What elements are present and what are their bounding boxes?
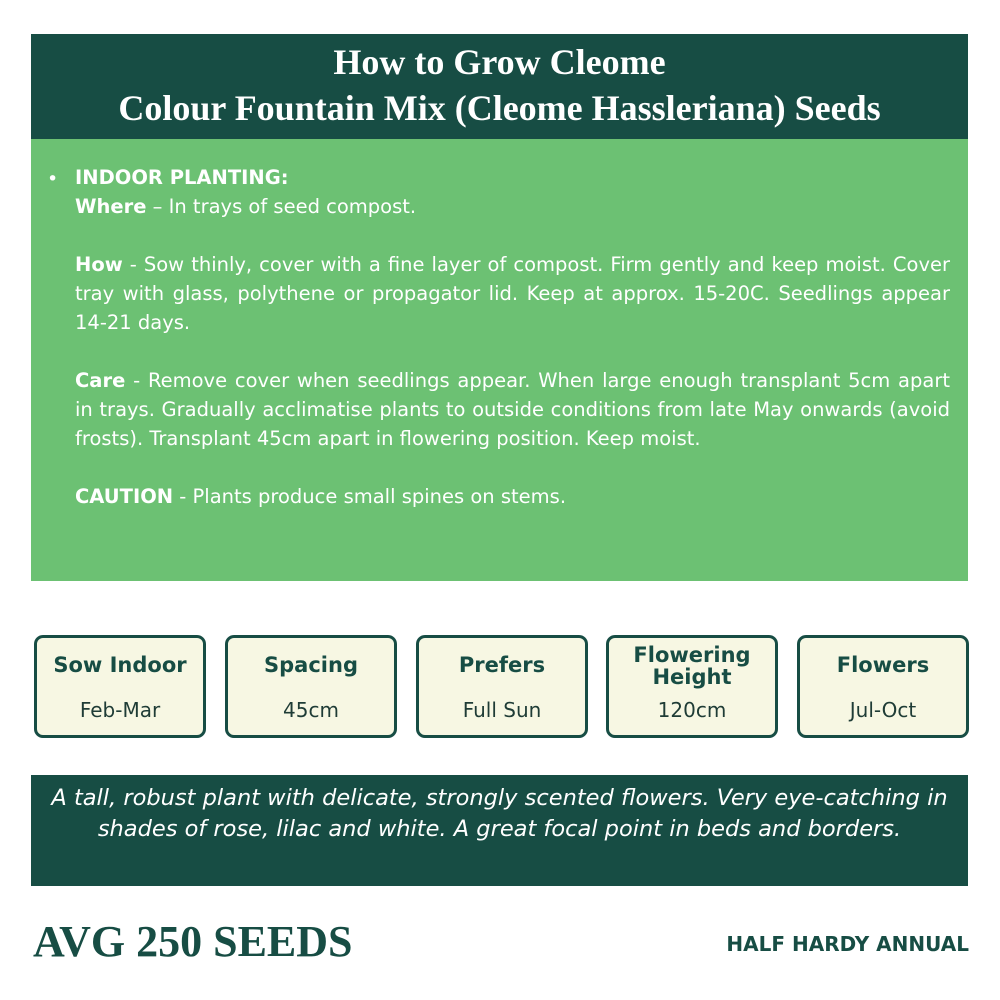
- stat-label: Sow Indoor: [53, 653, 187, 677]
- stat-card-sow-indoor: [34, 635, 206, 738]
- stat-value: Jul-Oct: [849, 698, 917, 722]
- stat-label: [609, 644, 775, 688]
- where-paragraph: [75, 192, 950, 221]
- page-title: How to Grow Cleome: [333, 42, 666, 82]
- caution-text: - Plants produce small spines on stems.: [173, 485, 567, 508]
- stat-card-prefers: [416, 635, 588, 738]
- stat-label: Flowers: [836, 653, 930, 677]
- seed-count: AVG 250 SEEDS: [33, 917, 353, 966]
- stat-label: Spacing: [264, 653, 358, 677]
- stat-card-flowers: [797, 635, 969, 738]
- bullet-icon: •: [47, 168, 59, 190]
- stat-label: Prefers: [458, 653, 546, 677]
- stat-value: 120cm: [657, 698, 727, 722]
- section-title: INDOOR PLANTING:: [75, 166, 289, 189]
- stat-card-spacing: [225, 635, 397, 738]
- caution-paragraph: [75, 482, 950, 511]
- care-label: Care: [75, 369, 126, 392]
- where-text: – In trays of seed compost.: [146, 195, 417, 218]
- how-paragraph: [75, 250, 950, 337]
- stat-card-flowering-height: [606, 635, 778, 738]
- how-label: How: [75, 253, 123, 276]
- caution-label: CAUTION: [75, 485, 174, 508]
- indoor-planting-panel: [31, 139, 968, 581]
- care-text: - Remove cover when seedlings appear. When large enough transplant 5cm apart in trays. Gradually acclimatise plants to outside conditions from late May onwards (avoid frosts). Transplant 45cm apart in flowering position. Keep moist.: [75, 369, 950, 450]
- how-text: - Sow thinly, cover with a fine layer of compost. Firm gently and keep moist. Cover tray with glass, polythene or propagator lid. Keep at approx. 15-20C. Seedlings appear 14-21 days.: [75, 253, 950, 334]
- care-paragraph: [75, 366, 950, 453]
- stat-label-line2: Height: [652, 665, 732, 689]
- plant-description: A tall, robust plant with delicate, strongly scented flowers. Very eye-catching in shades of rose, lilac and white. A great focal point in beds and borders.: [31, 775, 968, 886]
- page-title-banner: [31, 34, 968, 139]
- stat-label-line1: Flowering: [633, 643, 751, 667]
- page-subtitle: Colour Fountain Mix (Cleome Hassleriana) Seeds: [118, 88, 881, 128]
- where-label: Where: [75, 195, 147, 218]
- stat-value: Feb-Mar: [79, 698, 161, 722]
- plant-type-label: HALF HARDY ANNUAL: [726, 932, 969, 956]
- stat-value: Full Sun: [462, 698, 542, 722]
- stat-value: 45cm: [283, 698, 339, 722]
